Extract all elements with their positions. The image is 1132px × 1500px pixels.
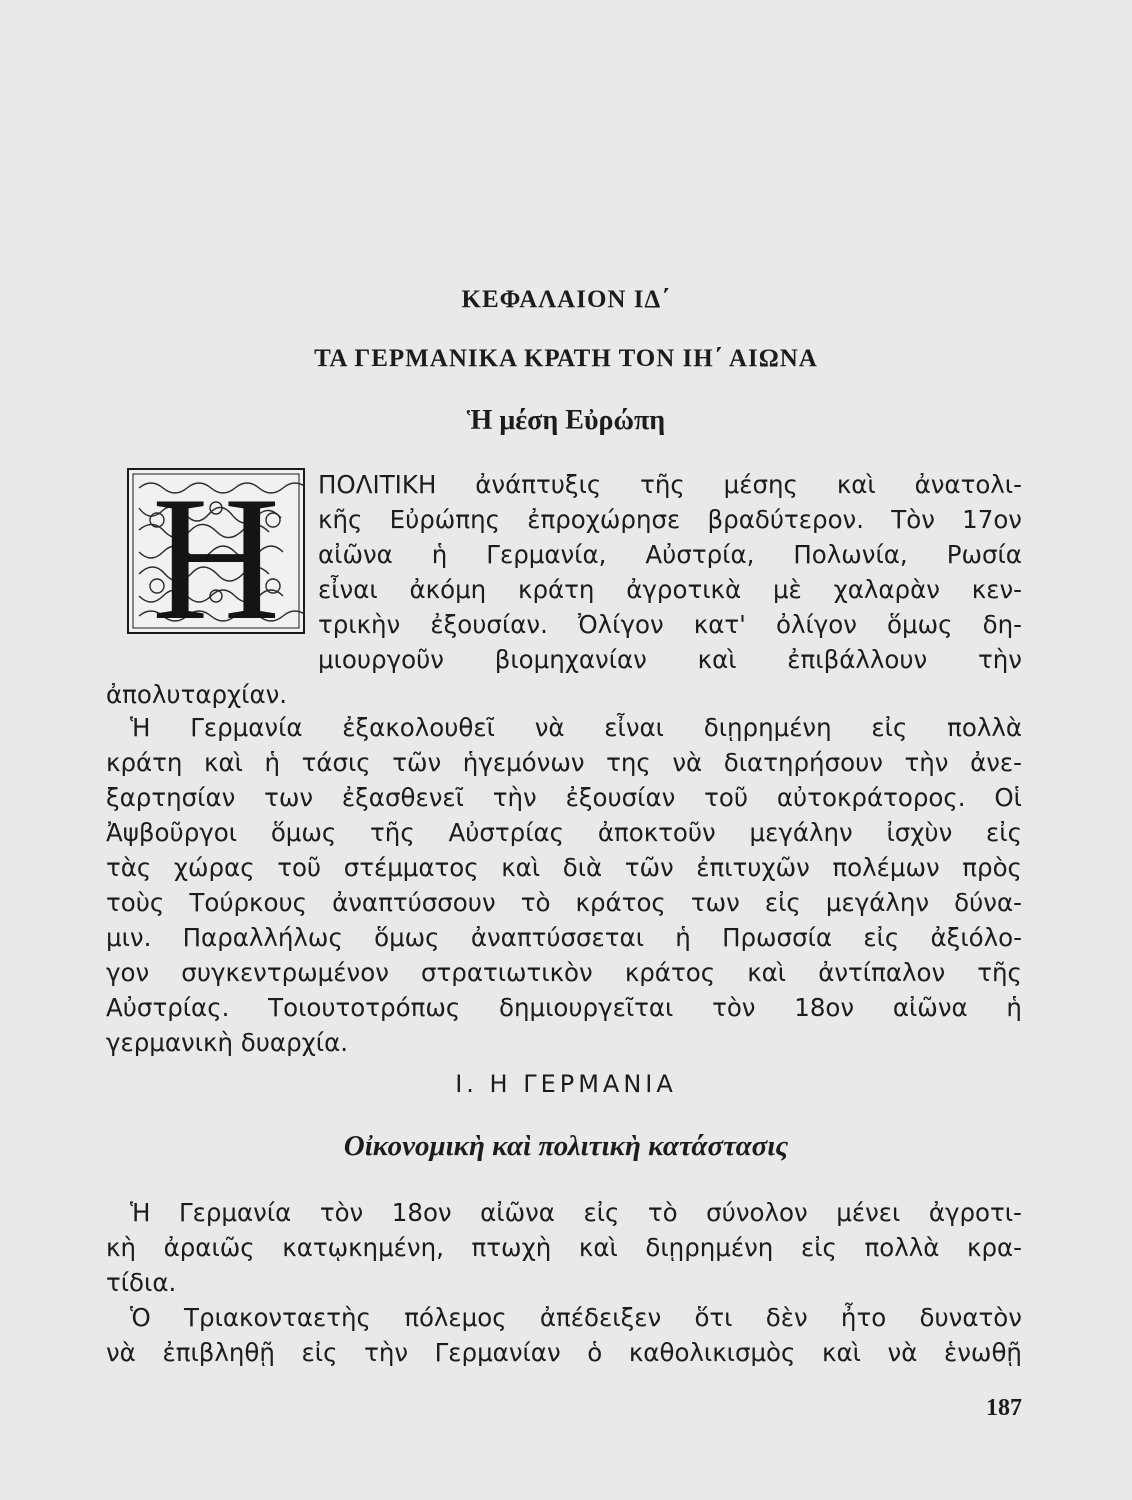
page-number: 187 (986, 1395, 1022, 1421)
text-line: τίδια. (106, 1268, 177, 1297)
svg-text:Η: Η (151, 468, 281, 634)
text-line: μιουργοῦν βιομηχανίαν καὶ ἐπιβάλλουν τὴν (318, 645, 1022, 674)
text-line: γερμανικὴ δυαρχία. (106, 1028, 349, 1057)
text-line: Ὁ Τριακονταετὴς πόλεμος ἀπέδειξεν ὅτι δὲν ἦτο δυνατὸν (130, 1303, 1022, 1332)
text-line: κράτη καὶ ἡ τάσις τῶν ἡγεμόνων της νὰ διατηρήσουν τὴν ἀνε- (106, 748, 1022, 777)
text-line: Ἀψβοῦργοι ὅμως τῆς Αὐστρίας ἀποκτοῦν μεγάλην ἰσχὺν εἰς (106, 818, 1022, 847)
text-line: κῆς Εὐρώπης ἐπροχώρησε βραδύτερον. Τὸν 17ον (318, 505, 1022, 534)
text-line: τρικὴν ἐξουσίαν. Ὀλίγον κατ' ὀλίγον ὅμως δη- (318, 610, 1022, 639)
text-line: κὴ ἀραιῶς κατῳκημένη, πτωχὴ καὶ διῃρημένη εἰς πολλὰ κρα- (106, 1233, 1022, 1262)
chapter-heading: ΚΕΦΑΛΑΙΟΝ ΙΔ΄ (461, 286, 671, 313)
text-line: Αὐστρίας. Τοιουτοτρόπως δημιουργεῖται τὸν 18ον αἰῶνα ἡ (106, 993, 1022, 1022)
text-line: τὰς χώρας τοῦ στέμματος καὶ διὰ τῶν ἐπιτυχῶν πολέμων πρὸς (106, 853, 1022, 882)
section-heading: Ι. Η ΓΕΡΜΑΝΙΑ (455, 1070, 677, 1098)
text-line: αἰῶνα ἡ Γερμανία, Αὐστρία, Πολωνία, Ρωσία (318, 540, 1022, 569)
chapter-title: ΤΑ ΓΕΡΜΑΝΙΚΑ ΚΡΑΤΗ ΤΟΝ ΙΗ΄ ΑΙΩΝΑ (314, 345, 818, 372)
text-line: μιν. Παραλλήλως ὅμως ἀναπτύσσεται ἡ Πρωσσία εἰς ἀξιόλο- (106, 923, 1022, 952)
text-line: Ἡ Γερμανία ἐξακολουθεῖ νὰ εἶναι διῃρημένη εἰς πολλὰ (130, 713, 1022, 742)
text-line: τοὺς Τούρκους ἀναπτύσσουν τὸ κράτος των εἰς μεγάλην δύνα- (106, 888, 1022, 917)
section-subtitle: Οἰκονομικὴ καὶ πολιτικὴ κατάστασις (343, 1130, 789, 1162)
text-line: ΠΟΛΙΤΙΚΗ ἀνάπτυξις τῆς μέσης καὶ ἀνατολι- (318, 470, 1022, 499)
chapter-subtitle: Ἡ μέση Εὐρώπη (466, 405, 666, 436)
text-line: ξαρτησίαν των ἐξασθενεῖ τὴν ἐξουσίαν τοῦ αὐτοκράτορος. Οἱ (106, 783, 1022, 812)
text-line: γον συγκεντρωμένον στρατιωτικὸν κράτος καὶ ἀντίπαλον τῆς (106, 958, 1022, 987)
decorative-drop-cap-h (127, 468, 305, 634)
text-line: Ἡ Γερμανία τὸν 18ον αἰῶνα εἰς τὸ σύνολον μένει ἀγροτι- (130, 1198, 1022, 1227)
text-line: νὰ ἐπιβληθῇ εἰς τὴν Γερμανίαν ὁ καθολικισμὸς καὶ νὰ ἑνωθῇ (106, 1338, 1022, 1367)
text-line: εἶναι ἀκόμη κράτη ἀγροτικὰ μὲ χαλαρὰν κεν- (318, 575, 1022, 604)
text-line: ἀπολυταρχίαν. (106, 680, 288, 709)
